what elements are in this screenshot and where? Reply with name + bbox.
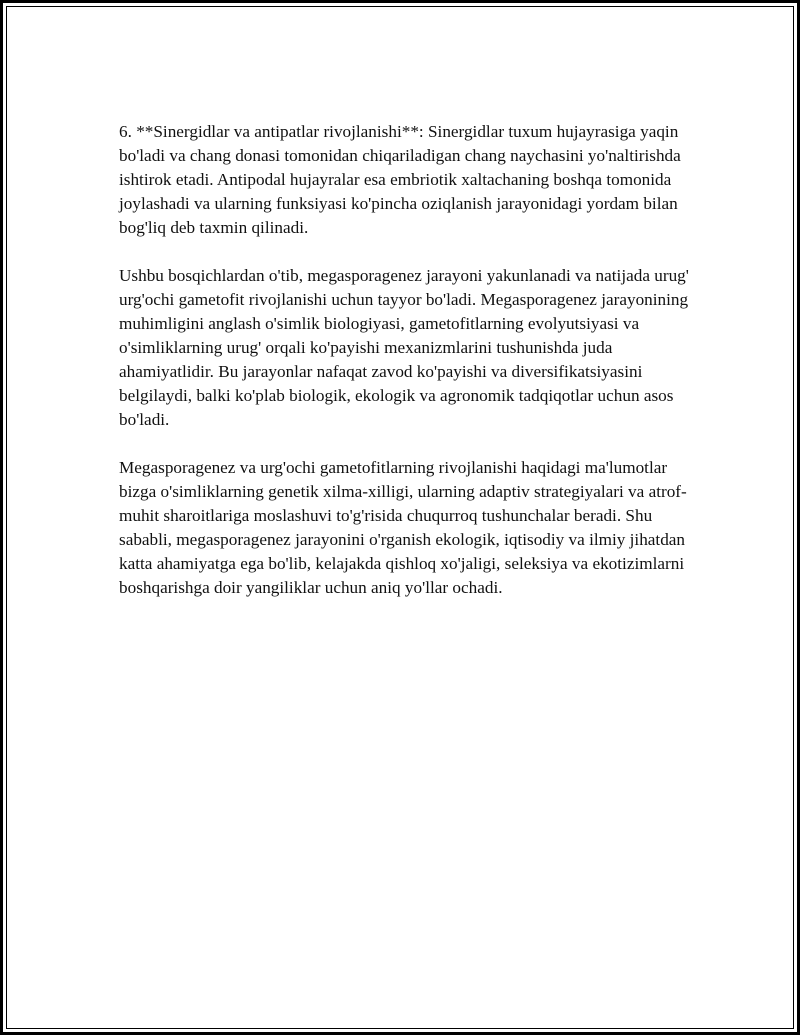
document-body xyxy=(119,120,689,624)
paragraph-1: 6. **Sinergidlar va antipatlar rivojlanishi**: Sinergidlar tuxum hujayrasiga yaqin bo'ladi va chang donasi tomonidan chiqariladigan chang naychasini yo'naltirishda ishtirok etadi. Antipodal hujayralar esa embriotik xaltachaning boshqa tomonida joylashadi va ularning funksiyasi ko'pincha oziqlanish jarayonidagi yordam bilan bog'liq deb taxmin qilinadi. xyxy=(119,122,681,237)
paragraph-2: Ushbu bosqichlardan o'tib, megasporagenez jarayoni yakunlanadi va natijada urug' urg'ochi gametofit rivojlanishi uchun tayyor bo'ladi. Megasporagenez jarayonining muhimligini anglash o'simlik biologiyasi, gametofitlarning evolyutsiyasi va o'simliklarning urug' orqali ko'payishi mexanizmlarini tushunishda juda ahamiyatlidir. Bu jarayonlar nafaqat zavod ko'payishi va diversifikatsiyasini belgilaydi, balki ko'plab biologik, ekologik va agronomik tadqiqotlar uchun asos bo'ladi. xyxy=(119,266,689,429)
paragraph-3: Megasporagenez va urg'ochi gametofitlarning rivojlanishi haqidagi ma'lumotlar bizga o'simliklarning genetik xilma-xilligi, ularning adaptiv strategiyalari va atrof-muhit sharoitlariga moslashuvi to'g'risida chuqurroq tushunchalar beradi. Shu sababli, megasporagenez jarayonini o'rganish ekologik, iqtisodiy va ilmiy jihatdan katta ahamiyatga ega bo'lib, kelajakda qishloq xo'jaligi, seleksiya va ekotizimlarni boshqarishga doir yangiliklar uchun aniq yo'llar ochadi. xyxy=(119,458,687,597)
